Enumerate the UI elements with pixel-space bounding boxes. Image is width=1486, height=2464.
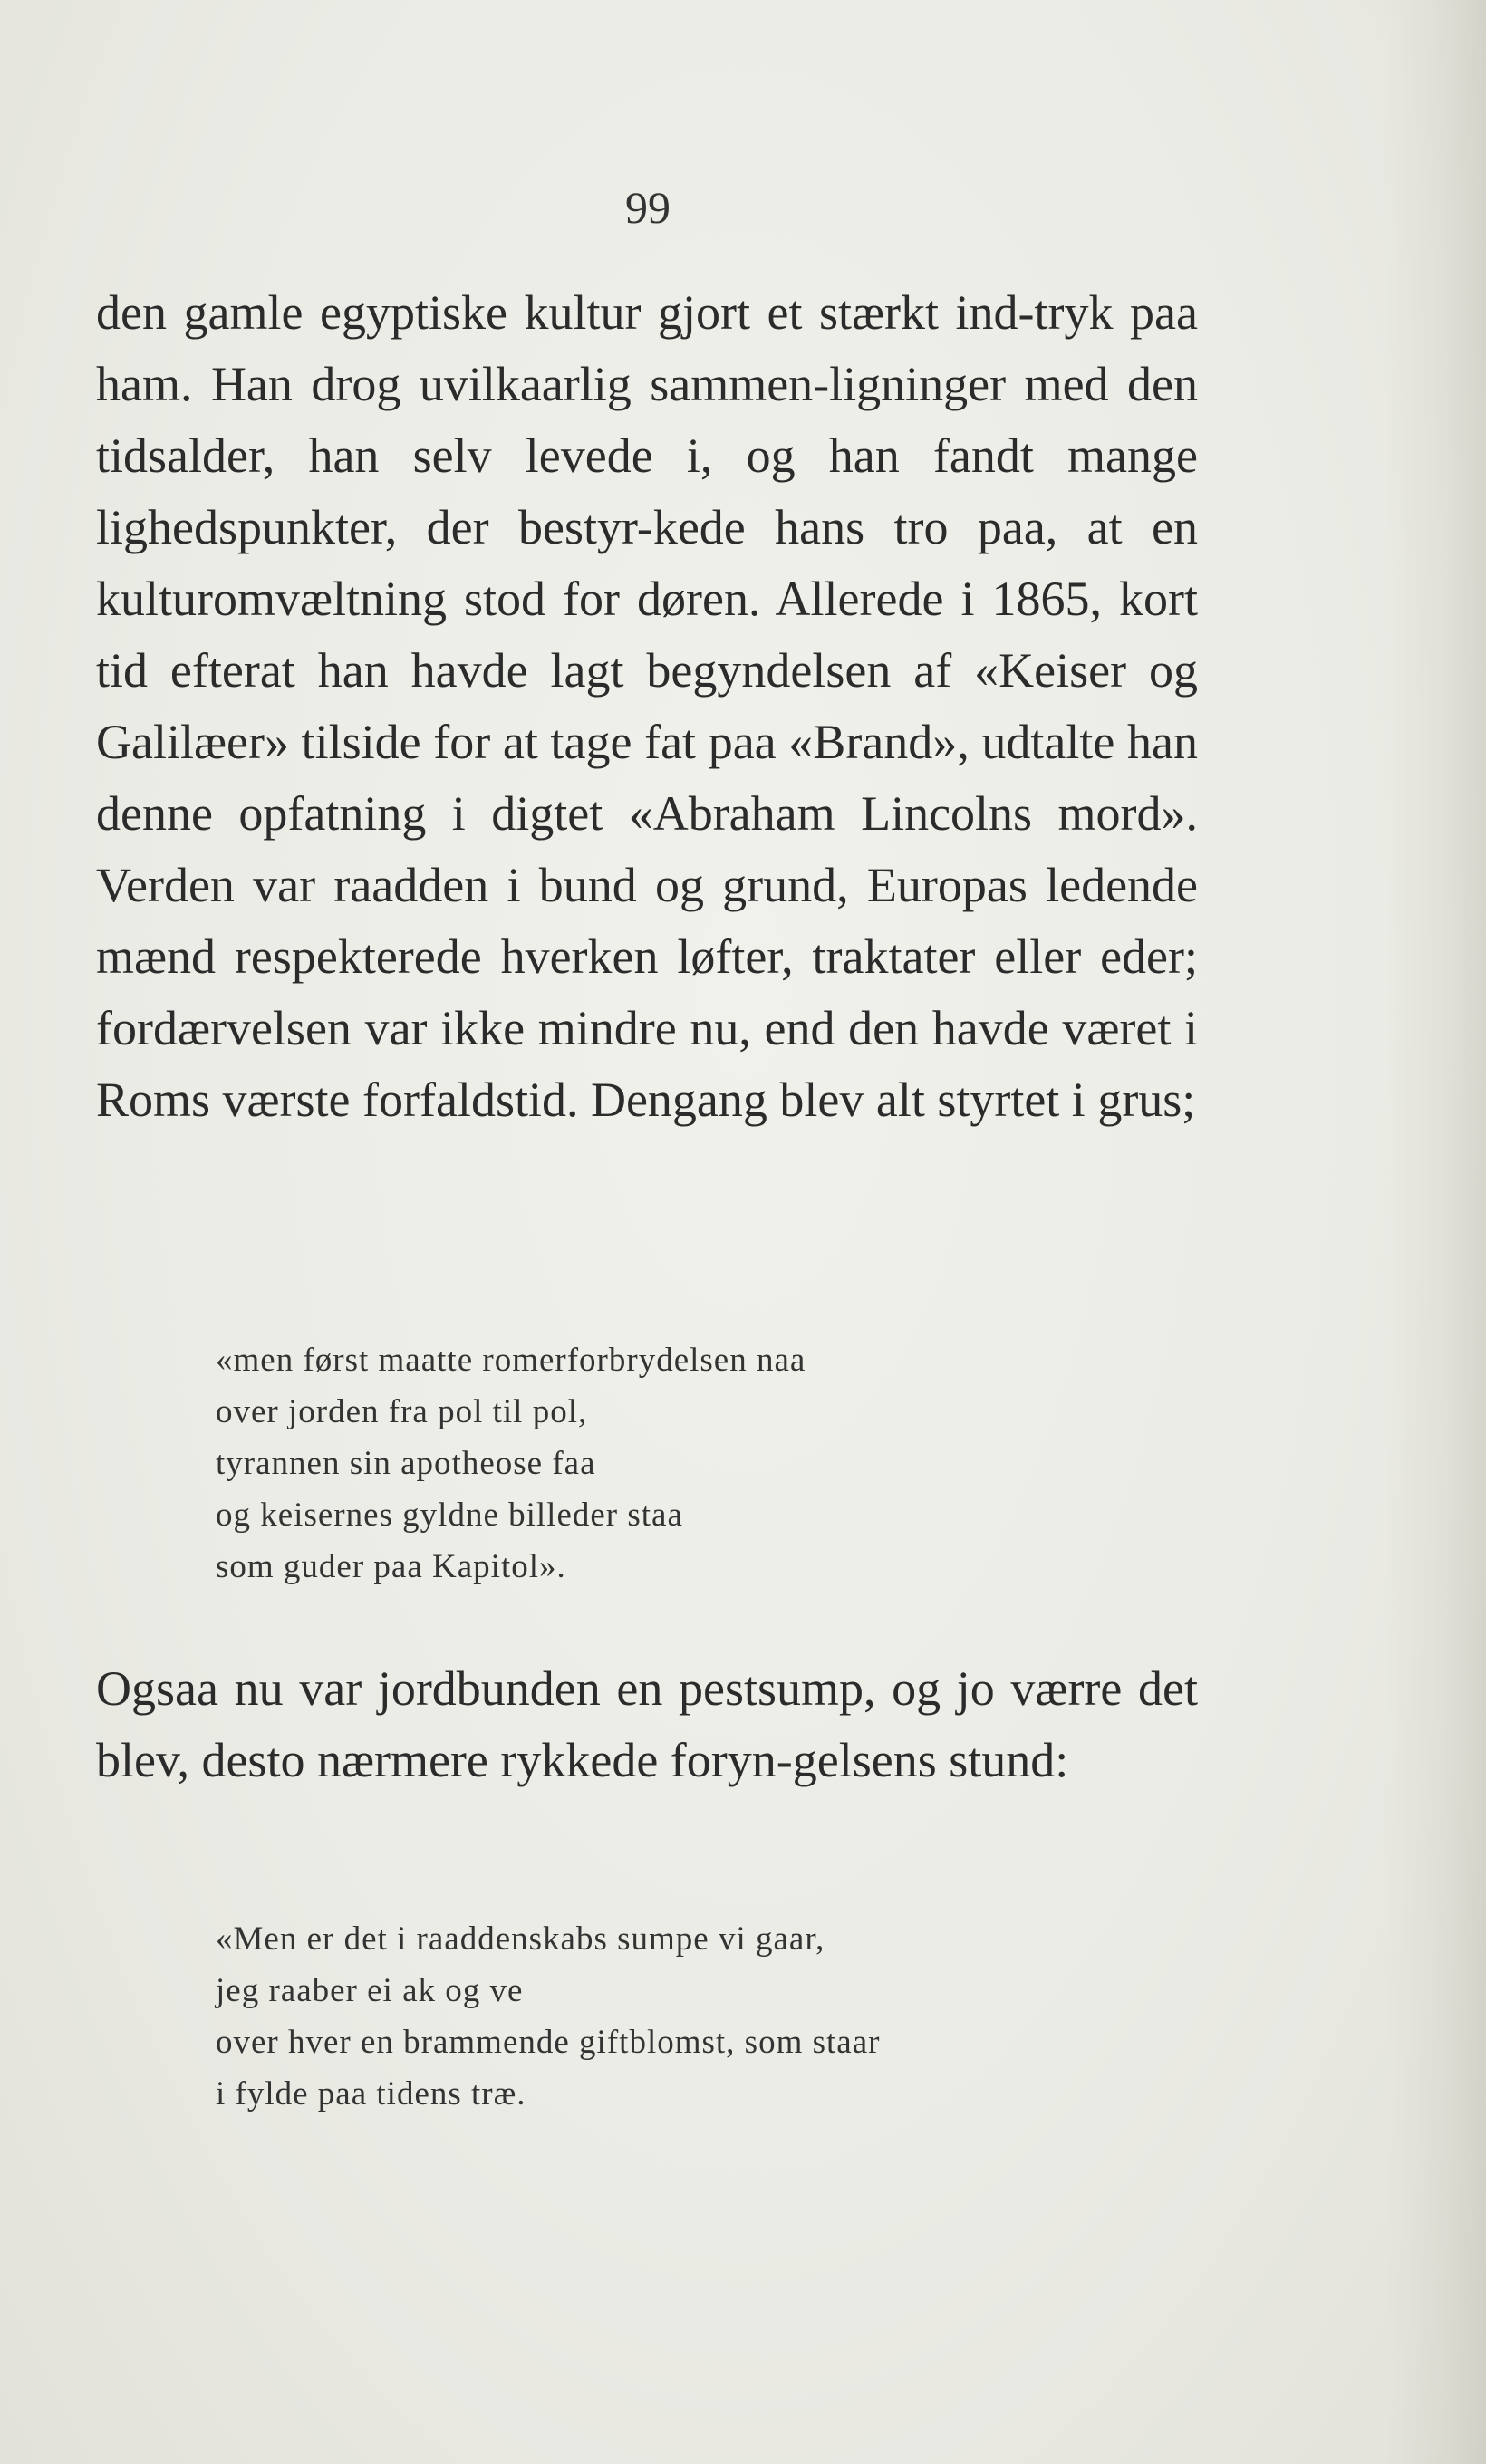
- verse-line: jeg raaber ei ak og ve: [216, 1972, 524, 2009]
- verse-quote-1: [216, 1334, 806, 1593]
- page-edge-shadow: [1386, 0, 1486, 2464]
- body-paragraph-1: den gamle egyptiske kultur gjort et stærkt ind-tryk paa ham. Han drog uvilkaarlig sammen-ligninger med den tidsalder, han selv levede i, og han fandt mange lighedspunkter, der bestyr-kede hans tro paa, at en kulturomvæltning stod for døren. Allerede i 1865, kort tid efterat han havde lagt begyndelsen af «Keiser og Galilæer» tilside for at tage fat paa «Brand», udtalte han denne opfatning i digtet «Abraham Lincolns mord». Verden var raadden i bund og grund, Europas ledende mænd respekterede hverken løfter, traktater eller eder; fordærvelsen var ikke mindre nu, end den havde været i Roms værste forfaldstid. Dengang blev alt styrtet i grus;: [96, 285, 1198, 1127]
- verse-line: «Men er det i raaddenskabs sumpe vi gaar,: [216, 1920, 825, 1958]
- verse-line: tyrannen sin apotheose faa: [216, 1445, 596, 1482]
- verse-line: over jorden fra pol til pol,: [216, 1393, 588, 1430]
- verse-line: som guder paa Kapitol».: [216, 1548, 566, 1585]
- body-paragraph-2: Ogsaa nu var jordbunden en pestsump, og jo værre det blev, desto nærmere rykkede foryn-gelsens stund:: [96, 1661, 1198, 1787]
- verse-line: over hver en brammende giftblomst, som staar: [216, 2024, 881, 2061]
- page-number: 99: [625, 182, 671, 233]
- verse-line: og keisernes gyldne billeder staa: [216, 1497, 683, 1534]
- verse-line: i fylde paa tidens træ.: [216, 2075, 526, 2113]
- verse-quote-2: [216, 1913, 880, 2120]
- verse-line: «men først maatte romerforbrydelsen naa: [216, 1342, 806, 1379]
